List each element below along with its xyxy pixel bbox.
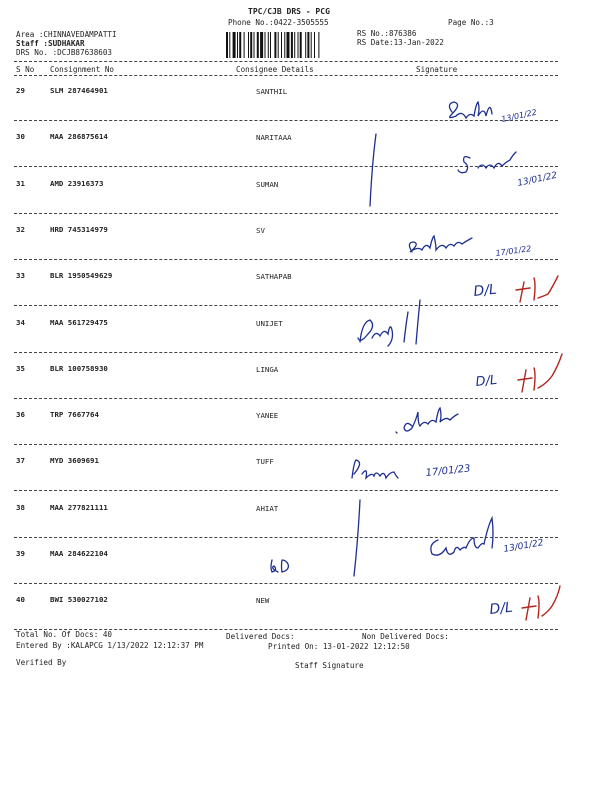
row-consignment: MAA 286875614 [50, 132, 108, 142]
row-divider [14, 490, 558, 491]
row-sno: 37 [16, 456, 25, 466]
column-sno: S No [16, 65, 35, 74]
non-delivered-docs: Non Delivered Docs: [362, 632, 449, 641]
delivered-docs: Delivered Docs: [226, 632, 295, 641]
row-consignee: LINGA [256, 364, 279, 374]
delivered-mark: D/L [472, 281, 498, 300]
signature-scribble [354, 500, 360, 576]
signature-scribble [409, 236, 472, 252]
verified-by: Verified By [16, 658, 67, 667]
barcode-bar [298, 32, 299, 58]
rs-number: RS No.:876386 [357, 29, 417, 38]
page-title: TPC/CJB DRS - PCG [248, 7, 330, 16]
row-sno: 34 [16, 317, 25, 327]
barcode-bar [318, 32, 319, 58]
red-initial-mark [518, 354, 562, 392]
row-consignment: MAA 561729475 [50, 317, 108, 327]
row-divider [14, 213, 558, 214]
barcode-bar [233, 32, 236, 58]
rs-date: RS Date:13-Jan-2022 [357, 38, 444, 47]
red-initial-mark [522, 586, 560, 620]
row-divider [14, 537, 558, 538]
total-docs: Total No. Of Docs: 40 [16, 630, 113, 639]
row-consignment: SLM 287464901 [50, 86, 108, 95]
barcode-bar [244, 32, 245, 58]
barcode-bar [270, 32, 271, 58]
printed-on: Printed On: 13-01-2022 12:12:50 [268, 642, 410, 651]
barcode-bar [300, 32, 302, 58]
row-sno: 40 [16, 595, 25, 605]
handwritten-date: 13/01/22 [516, 170, 559, 189]
barcode-bar [278, 32, 279, 58]
signature-scribble [370, 134, 376, 206]
barcode-bar [287, 32, 290, 58]
row-consignment: TRP 7667764 [50, 410, 99, 420]
row-consignee: UNIJET [256, 318, 283, 328]
row-divider [14, 398, 558, 399]
row-sno: 36 [16, 410, 25, 420]
barcode-bar [305, 32, 306, 58]
area-label: Area :CHINNAVEDAMPATTI [16, 30, 117, 39]
barcode-bar [291, 32, 293, 58]
row-consignment: AMD 23916373 [50, 178, 104, 188]
row-divider [14, 120, 558, 121]
row-sno: 30 [16, 132, 25, 142]
barcode-bar [237, 32, 238, 58]
row-sno: 38 [16, 502, 25, 512]
handwritten-date: 17/01/23 [425, 463, 471, 479]
row-consignee: TUFF [256, 457, 274, 467]
barcode-bar [257, 32, 259, 58]
barcode-bar [250, 32, 252, 58]
row-sno: 32 [16, 224, 25, 234]
row-divider [14, 305, 558, 306]
row-divider [14, 166, 558, 167]
row-consignee: NEW [256, 596, 270, 606]
barcode-bar [268, 32, 269, 58]
phone-number: Phone No.:0422-3505555 [228, 18, 329, 27]
row-consignee: SUMAN [256, 179, 279, 189]
row-consignment: MAA 277821111 [50, 502, 108, 512]
row-divider [14, 259, 558, 260]
barcode-bar [254, 32, 255, 58]
row-consignment: BWI 530027102 [50, 595, 108, 605]
barcode-bar [265, 32, 266, 58]
barcode-bar [284, 32, 285, 58]
signature-scribble [271, 560, 288, 572]
staff-signature: Staff Signature [295, 661, 364, 670]
barcode-bar [239, 32, 241, 58]
row-consignee: SANTHIL [256, 87, 288, 96]
column-signature: Signature [416, 65, 458, 74]
delivered-mark: D/L [474, 372, 498, 390]
barcode-bar [274, 32, 276, 58]
handwritten-date: 13/01/22 [500, 107, 538, 124]
row-consignee: SATHAPAB [256, 272, 292, 282]
barcode-bar [260, 32, 263, 58]
column-consignment: Consignment No [50, 65, 115, 74]
barcode-bar [294, 32, 295, 58]
row-consignment: BLR 1950549629 [50, 271, 113, 281]
row-consignee: NARITAAA [256, 133, 292, 143]
barcode-bar [226, 32, 228, 58]
row-sno: 31 [16, 178, 25, 188]
row-consignment: HRD 745314979 [50, 224, 108, 234]
row-consignee: YANEE [256, 411, 279, 421]
header-rule-bottom [14, 75, 558, 76]
barcode-bar [248, 32, 249, 58]
page-number: Page No.:3 [448, 18, 494, 27]
column-consignee: Consignee Details [236, 65, 314, 74]
signature-scribble [396, 408, 458, 433]
row-divider [14, 352, 558, 353]
entered-by: Entered By :KALAPCG 1/13/2022 12:12:37 PM [16, 641, 204, 650]
red-initial-mark [516, 276, 558, 302]
row-consignment: MAA 284622104 [50, 549, 108, 558]
signature-scribble [449, 102, 492, 118]
signature-scribble [358, 300, 420, 346]
delivered-mark: D/L [488, 599, 514, 618]
row-consignee: AHIAT [256, 503, 279, 513]
row-sno: 33 [16, 271, 25, 281]
barcode-bar [229, 32, 230, 58]
row-divider [14, 444, 558, 445]
signature-scribble [458, 152, 516, 173]
barcode-bar [314, 32, 315, 58]
header-rule-top [14, 61, 558, 62]
row-sno: 39 [16, 549, 25, 558]
handwritten-date: 13/01/22 [502, 538, 545, 555]
row-consignment: BLR 100758930 [50, 363, 108, 373]
barcode-bar [281, 32, 282, 58]
barcode-image [226, 32, 350, 58]
drs-number: DRS No. :DCJB87638603 [16, 48, 113, 57]
row-consignment: MYD 3609691 [50, 456, 99, 466]
row-consignee: SV [256, 225, 265, 235]
barcode-bar [311, 32, 312, 58]
signature-scribble [352, 460, 398, 478]
barcode-bar [307, 32, 309, 58]
row-sno: 29 [16, 86, 25, 95]
row-sno: 35 [16, 363, 25, 373]
staff-label: Staff :SUDHAKAR [16, 39, 85, 48]
row-divider [14, 583, 558, 584]
handwritten-date: 17/01/22 [495, 244, 532, 258]
